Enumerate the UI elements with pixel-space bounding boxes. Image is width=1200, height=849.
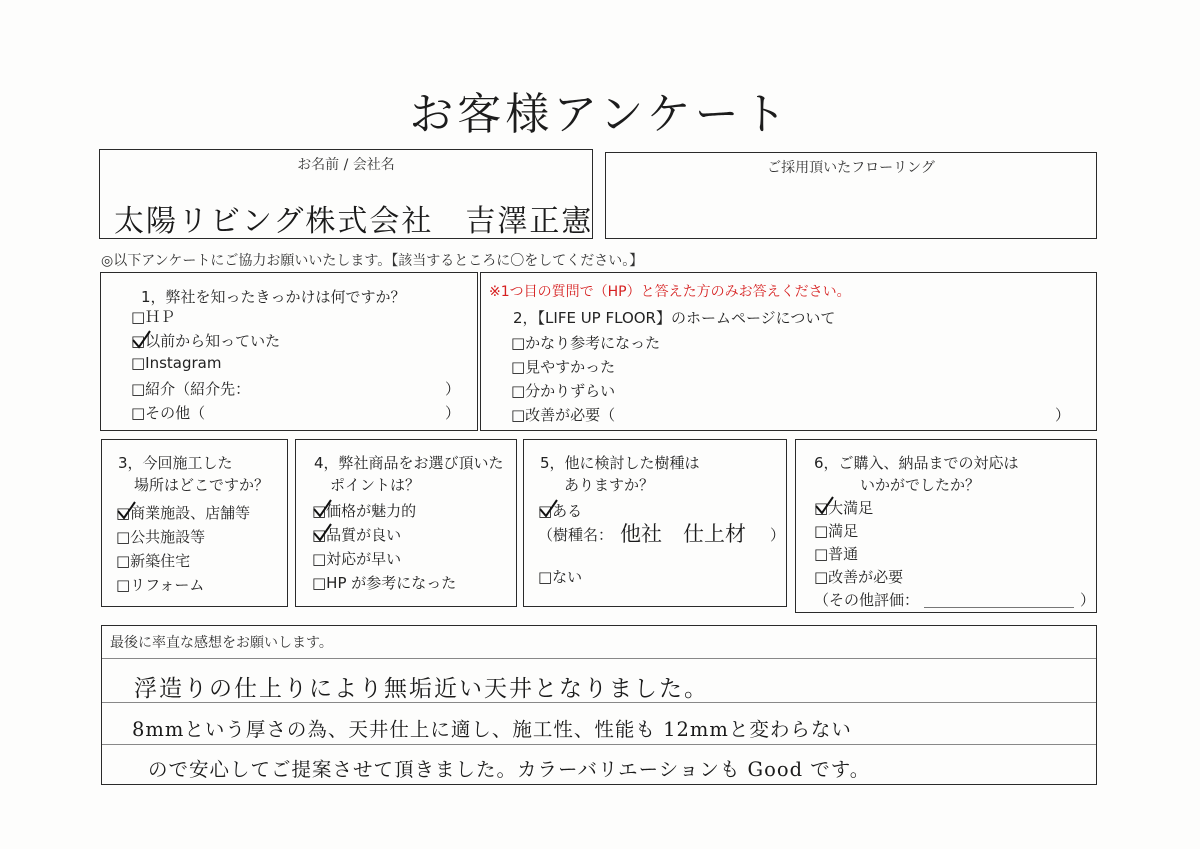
q6-option-satisfied[interactable]: □満足	[814, 522, 859, 540]
q3-option-reform[interactable]: □リフォーム	[116, 576, 205, 594]
q2-option-helpful[interactable]: □かなり参考になった	[511, 334, 661, 352]
check-mark-icon	[312, 523, 332, 543]
q5-option-yes[interactable]: □ある	[538, 502, 583, 520]
flooring-box	[605, 152, 1097, 239]
q6-other-close: ）	[1080, 591, 1096, 609]
q5-option-no[interactable]: □ない	[538, 568, 583, 586]
q5-question-line2: ありますか？	[564, 476, 655, 494]
q1-option-referral[interactable]: □紹介（紹介先：	[131, 380, 251, 398]
name-label: お名前 / 会社名	[297, 157, 395, 173]
check-mark-icon	[538, 499, 558, 519]
q3-option-new-house[interactable]: □新築住宅	[116, 552, 191, 570]
q1-box	[100, 272, 478, 431]
q6-option-normal[interactable]: □普通	[814, 545, 859, 563]
q4-option-price[interactable]: □価格が魅力的	[312, 502, 417, 520]
q3-question-line1: 3，今回施工した	[118, 454, 233, 472]
name-box	[99, 149, 593, 239]
check-mark-icon	[312, 499, 332, 519]
q2-option-improve-close: ）	[1055, 406, 1071, 424]
q3-box	[101, 439, 288, 607]
check-mark-icon	[116, 501, 136, 521]
q1-option-instagram[interactable]: □Instagram	[131, 354, 222, 372]
intro-text: ◎以下アンケートにご協力お願いいたします。【該当するところに〇をしてください。】	[101, 253, 644, 269]
q4-option-hp[interactable]: □HP が参考になった	[312, 574, 457, 592]
q1-option-hp[interactable]: □ＨＰ	[131, 308, 176, 326]
name-value[interactable]: 太陽リビング株式会社 吉澤正憲	[114, 204, 594, 239]
q4-option-quality[interactable]: □品質が良い	[312, 526, 402, 544]
q5-species-value[interactable]: 他社 仕上材	[620, 522, 746, 546]
q1-option-other-close: ）	[445, 404, 461, 422]
ruled-line	[102, 744, 1096, 745]
q6-option-very-satisfied[interactable]: □大満足	[814, 499, 874, 517]
q2-note: ※1つ目の質問で（HP）と答えた方のみお答えください。	[489, 284, 851, 300]
check-mark-icon	[131, 330, 151, 350]
q1-option-other[interactable]: □その他（	[131, 404, 206, 422]
q6-question-line1: 6，ご購入、納品までの対応は	[814, 454, 1019, 472]
q4-question-line1: 4，弊社商品をお選び頂いた	[314, 454, 504, 472]
q2-option-improve[interactable]: □改善が必要（	[511, 406, 616, 424]
q5-question-line1: 5，他に検討した樹種は	[540, 454, 700, 472]
flooring-label: ご採用頂いたフローリング	[767, 160, 935, 176]
q3-question-line2: 場所はどこですか？	[134, 476, 270, 494]
comments-label: 最後に率直な感想をお願いします。	[110, 635, 333, 651]
q2-question: 2，【LIFE UP FLOOR】のホームページについて	[513, 309, 836, 327]
q5-box	[523, 439, 787, 607]
q6-other-underline	[924, 607, 1074, 608]
q1-option-known[interactable]: □以前から知っていた	[131, 332, 281, 350]
q5-species-label: （樹種名：	[538, 526, 614, 544]
q4-question-line2: ポイントは？	[330, 476, 421, 494]
q6-box	[795, 439, 1097, 613]
check-mark-icon	[814, 496, 834, 516]
q6-other-label: （その他評価：	[814, 591, 920, 609]
comment-line-1[interactable]: 浮造りの仕上りにより無垢近い天井となりました。	[134, 676, 709, 702]
q3-option-commercial[interactable]: □商業施設、店舗等	[116, 504, 251, 522]
comment-line-3[interactable]: ので安心してご提案させて頂きました。カラーバリエーションも Good です。	[148, 758, 871, 781]
q2-option-hard[interactable]: □分かりずらい	[511, 382, 616, 400]
q4-option-fast[interactable]: □対応が早い	[312, 550, 402, 568]
comment-line-2[interactable]: 8mmという厚さの為、天井仕上に適し、施工性、性能も 12mmと変わらない	[132, 718, 852, 741]
q1-question: 1，弊社を知ったきっかけは何ですか？	[141, 288, 406, 306]
q4-box	[295, 439, 517, 607]
q2-option-easy[interactable]: □見やすかった	[511, 358, 616, 376]
q6-option-improve[interactable]: □改善が必要	[814, 568, 904, 586]
page-title: お客様アンケート	[409, 89, 791, 140]
q1-option-referral-close: ）	[445, 380, 461, 398]
q6-question-line2: いかがでしたか？	[860, 476, 981, 494]
q3-option-public[interactable]: □公共施設等	[116, 528, 206, 546]
q2-box	[480, 272, 1097, 431]
comments-box	[101, 625, 1097, 785]
ruled-line	[102, 658, 1096, 659]
q5-species-close: ）	[770, 526, 786, 544]
